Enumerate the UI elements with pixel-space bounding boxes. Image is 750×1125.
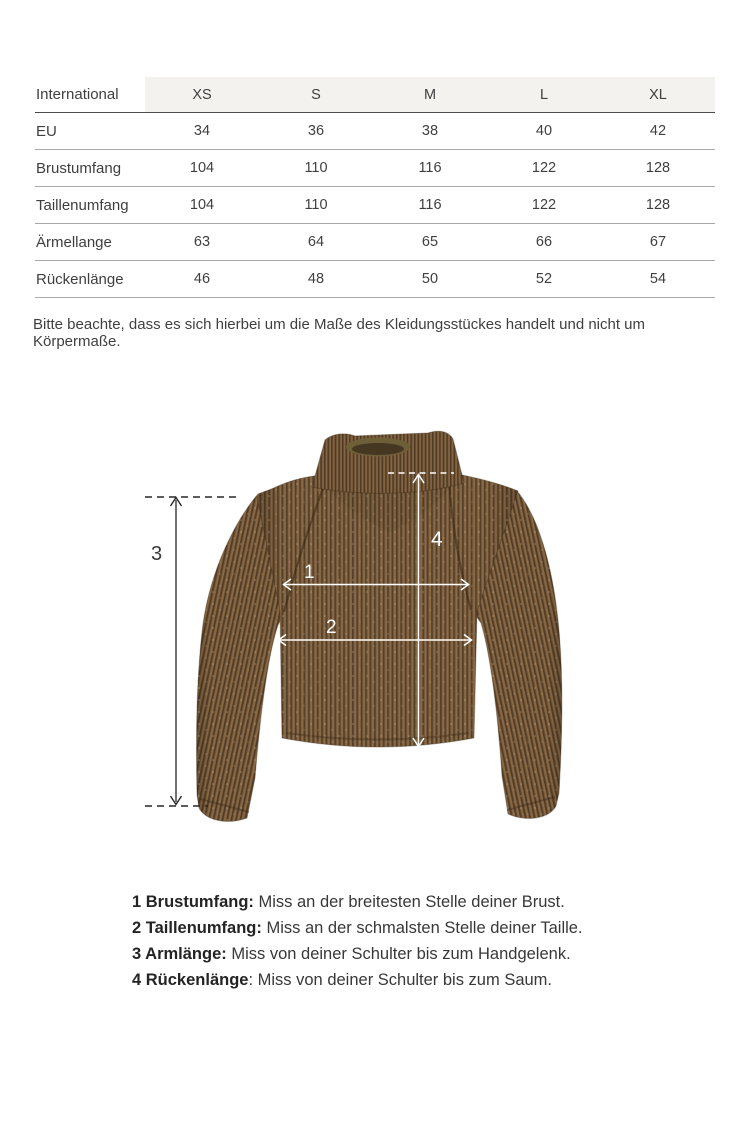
cell-value: 34 <box>193 123 211 139</box>
legend-term: 1 Brustumfang: <box>132 893 254 911</box>
cell-value: 46 <box>193 271 211 287</box>
size-table <box>35 77 715 298</box>
row-label: Taillenumfang <box>36 196 129 214</box>
cell-value: 54 <box>649 271 667 287</box>
table-row-aermellange <box>35 224 715 261</box>
cell-value: 38 <box>421 123 439 139</box>
legend-term: 2 Taillenumfang: <box>132 919 262 937</box>
measurement-note: Bitte beachte, dass es sich hierbei um die Maße des Kleidungsstückes handelt und nicht um Körpermaße. <box>33 316 646 350</box>
row-label: Ärmellange <box>36 233 112 251</box>
cell-value: 63 <box>193 234 211 250</box>
cell-value: 110 <box>304 160 328 176</box>
legend-desc: Miss an der schmalsten Stelle deiner Taille. <box>261 919 583 937</box>
row-label: Rückenlänge <box>36 270 124 288</box>
cell-value: 67 <box>649 234 667 250</box>
cell-value: 66 <box>535 234 553 250</box>
cell-value: 122 <box>531 197 557 213</box>
cell-value: 50 <box>421 271 439 287</box>
legend-desc: : Miss von deiner Schulter bis zum Saum. <box>248 971 553 989</box>
table-row-rueckenlaenge <box>35 261 715 298</box>
cell-value: 110 <box>304 197 328 213</box>
table-row-taillenumfang <box>35 187 715 224</box>
size-col-header-m: M <box>373 77 487 112</box>
size-col-header-l: L <box>487 77 601 112</box>
table-row-brustumfang <box>35 150 715 187</box>
cell-value: 122 <box>531 160 557 176</box>
measurement-legend <box>132 889 692 993</box>
marker-4-back: 4 <box>431 528 443 551</box>
cell-value: 40 <box>535 123 553 139</box>
table-row-eu <box>35 113 715 150</box>
marker-1-chest: 1 <box>304 562 315 583</box>
legend-desc: Miss von deiner Schulter bis zum Handgelenk. <box>226 945 571 963</box>
cell-value: 48 <box>307 271 325 287</box>
marker-2-waist: 2 <box>326 617 337 638</box>
sweater-measurement-diagram <box>140 415 620 860</box>
cell-value: 52 <box>535 271 553 287</box>
cell-value: 64 <box>307 234 325 250</box>
cell-value: 116 <box>418 197 442 213</box>
legend-desc: Miss an der breitesten Stelle deiner Brust. <box>253 893 565 911</box>
size-col-header-s: S <box>259 77 373 112</box>
size-table-header-row <box>35 77 715 113</box>
cell-value: 65 <box>421 234 439 250</box>
cell-value: 128 <box>645 160 671 176</box>
row-label: EU <box>36 122 57 140</box>
size-table-header-international: International <box>36 86 119 103</box>
cell-value: 42 <box>649 123 667 139</box>
cell-value: 116 <box>418 160 442 176</box>
cell-value: 36 <box>307 123 325 139</box>
legend-term: 3 Armlänge: <box>132 945 227 963</box>
legend-item-taillenumfang <box>132 915 692 941</box>
legend-item-armlaenge <box>132 941 692 967</box>
size-col-header-xl: XL <box>601 77 715 112</box>
legend-term: 4 Rückenlänge <box>132 971 249 989</box>
cell-value: 104 <box>189 160 215 176</box>
marker-3-arm: 3 <box>151 543 163 565</box>
legend-item-rueckenlaenge <box>132 967 692 993</box>
legend-item-brustumfang <box>132 889 692 915</box>
size-col-header-xs: XS <box>145 77 259 112</box>
sweater-illustration <box>197 431 562 821</box>
row-label: Brustumfang <box>36 159 122 177</box>
cell-value: 128 <box>645 197 671 213</box>
cell-value: 104 <box>189 197 215 213</box>
